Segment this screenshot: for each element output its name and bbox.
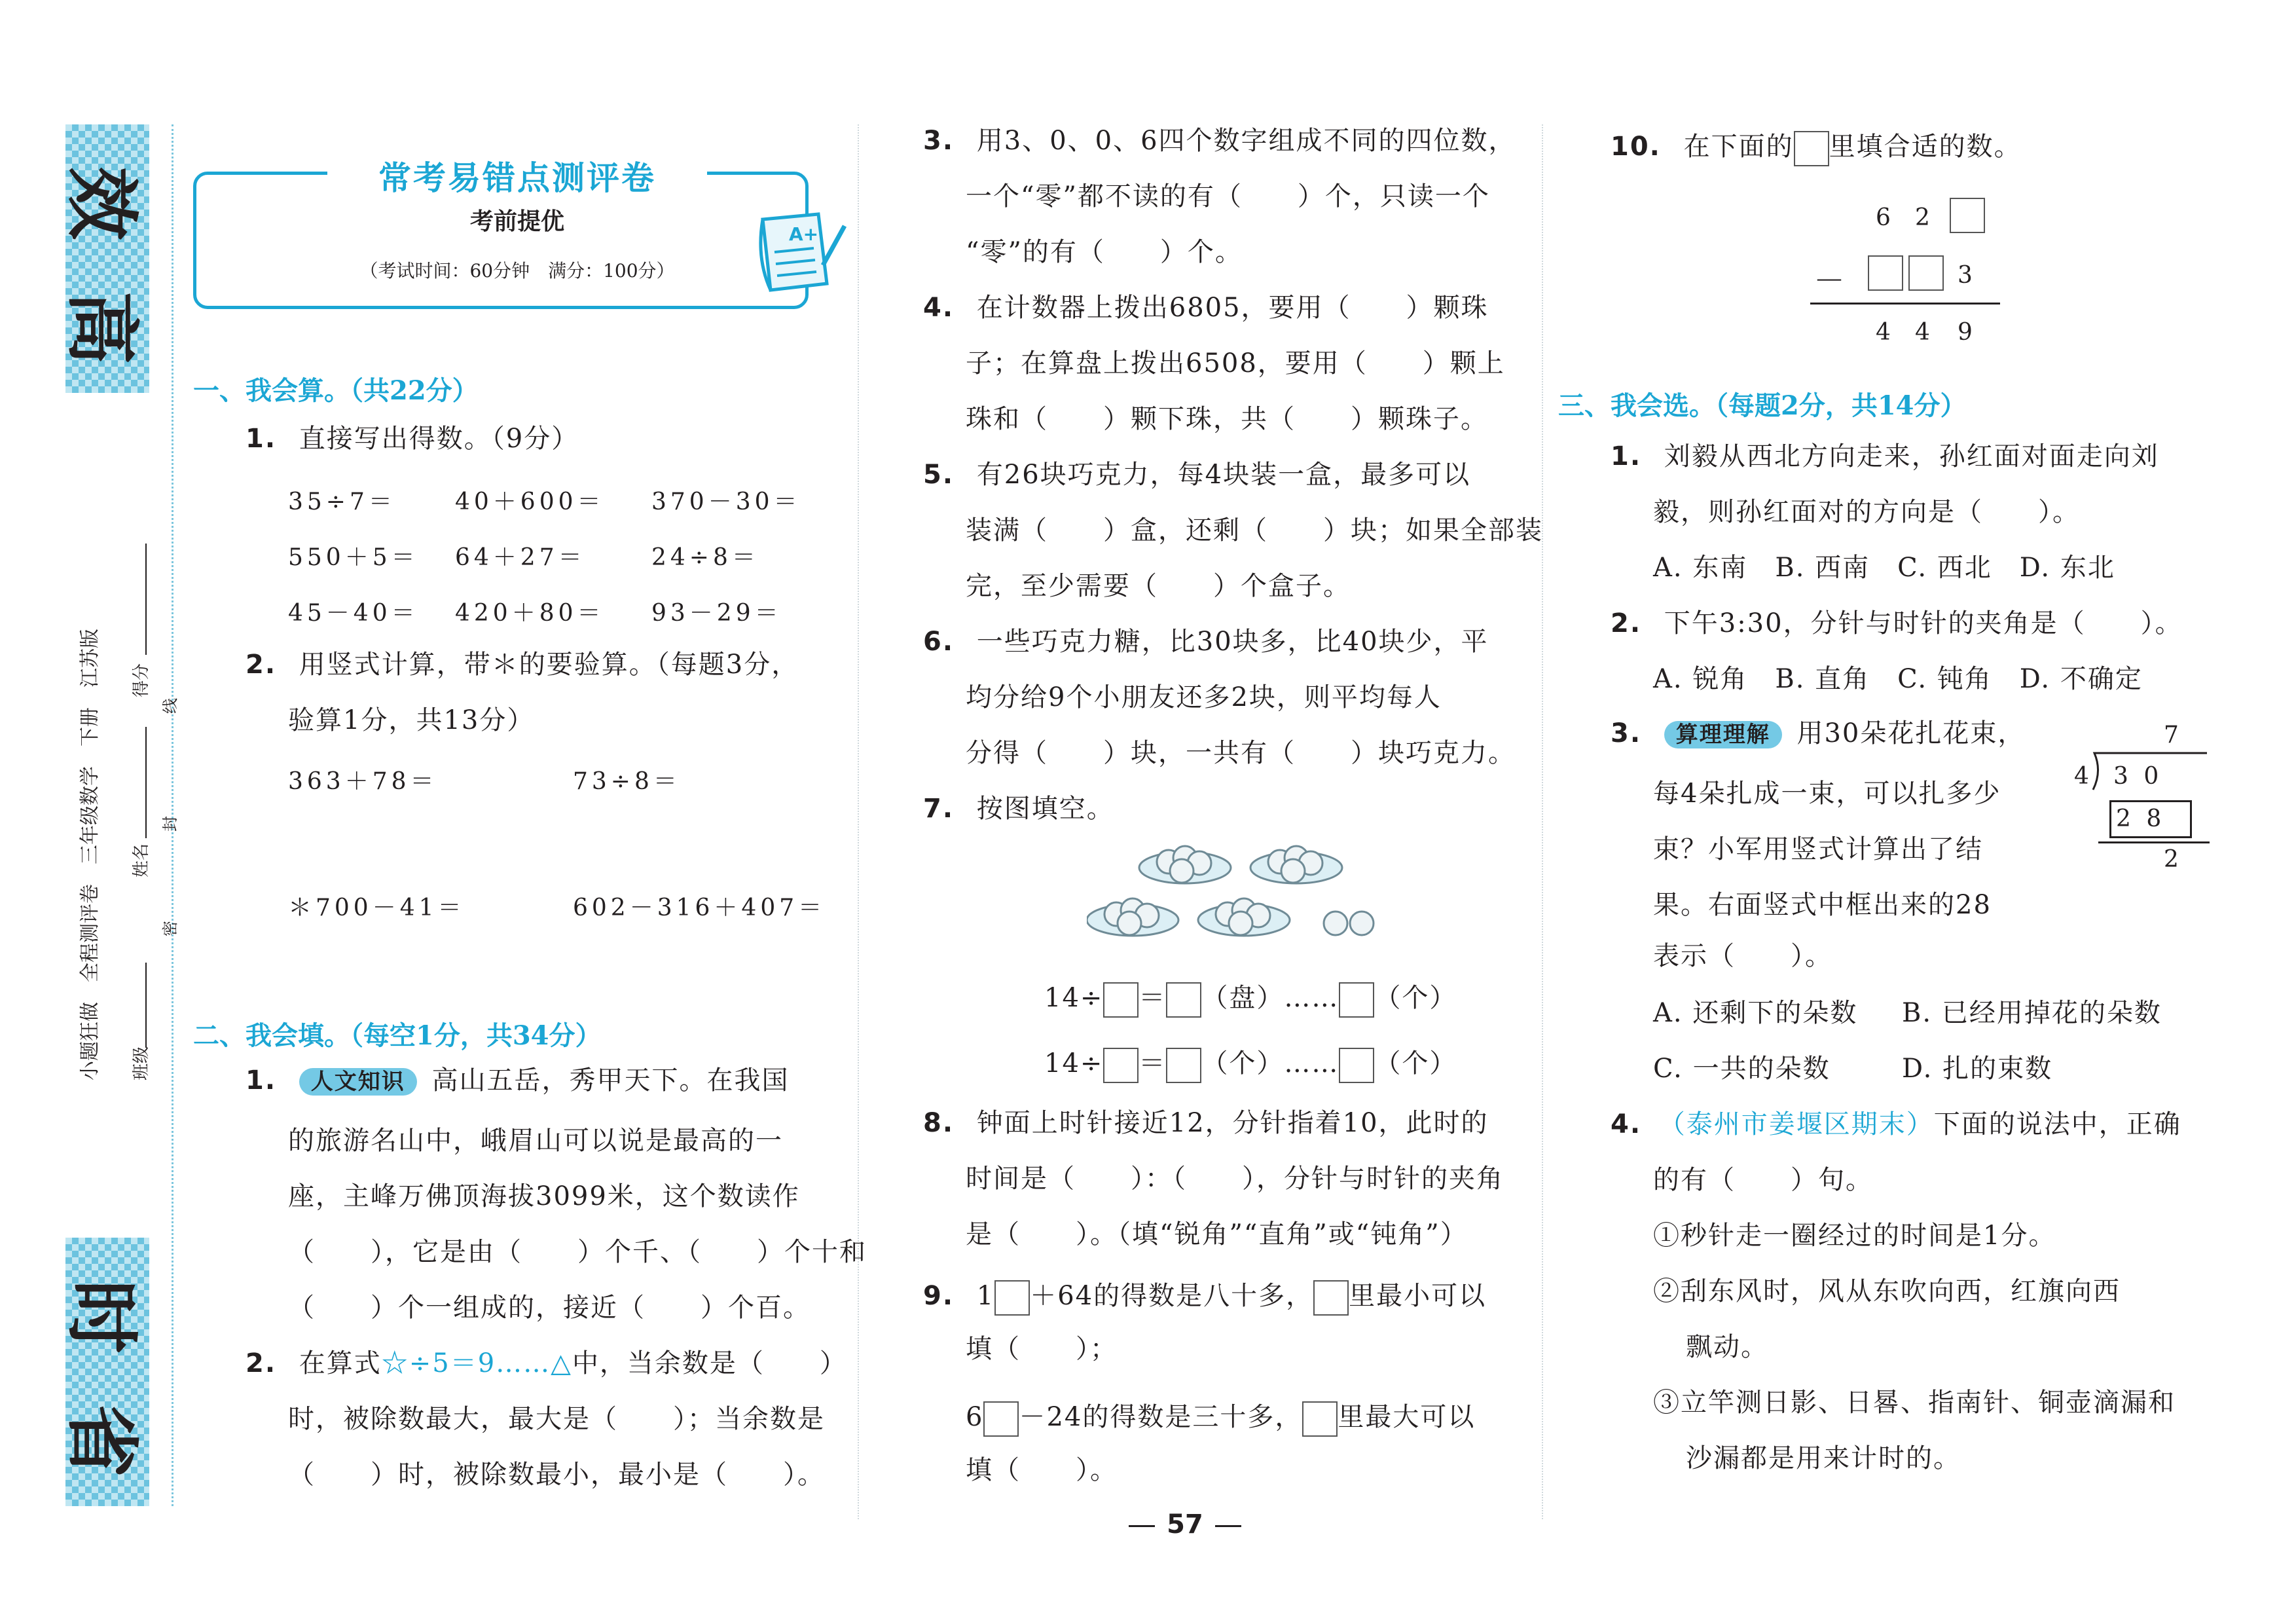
name-blank-line[interactable] bbox=[145, 727, 147, 838]
div-line bbox=[2098, 841, 2210, 843]
sub-row1-box[interactable] bbox=[1950, 198, 1985, 233]
class-label: 班级 bbox=[132, 1046, 151, 1080]
sub-row1-d1: 6 bbox=[1876, 204, 1895, 231]
div-quotient: 7 bbox=[2164, 722, 2183, 748]
s3-q3-line4: 果。右面竖式中框出来的28 bbox=[1653, 890, 1992, 920]
s2-q10-line bbox=[1611, 131, 2022, 166]
plate-2 bbox=[1250, 846, 1342, 883]
s3-q4-item1: ①秒针走一圈经过的时间是1分。 bbox=[1653, 1221, 2056, 1251]
s2-q6-text1: 一些巧克力糖，比30块多，比40块少，平 bbox=[976, 627, 1489, 657]
s2-q6-number: 6. bbox=[923, 627, 955, 657]
section2-title: 二、我会填。（每空1分，共34分） bbox=[193, 1020, 602, 1051]
s1-q2-item1: 363＋78＝ bbox=[288, 768, 438, 795]
s1-q1-r3c2: 420＋80＝ bbox=[455, 600, 605, 627]
s1-q2-line1 bbox=[246, 652, 799, 678]
s2-q1-tag: 人文知识 bbox=[299, 1068, 417, 1096]
s3-q3-opt-a[interactable]: A. 还剩下的朵数 bbox=[1653, 998, 1858, 1028]
apple-plates-illustration bbox=[1087, 838, 1401, 956]
loose-apples bbox=[1324, 912, 1374, 935]
s2-q2-post: 中，当余数是（ ） bbox=[572, 1348, 847, 1378]
s2-q9-a-box2[interactable] bbox=[1313, 1280, 1349, 1316]
sub-result-d1: 4 bbox=[1876, 319, 1895, 346]
s3-q4-item3b: 沙漏都是用来计时的。 bbox=[1686, 1443, 1961, 1473]
s1-q2-item3: ＊700－41＝ bbox=[288, 895, 465, 921]
s2-q1-line4: （ ），它是由（ ）个千、（ ）个十和 bbox=[288, 1237, 867, 1267]
s2-q7-eq2-box2[interactable] bbox=[1166, 1048, 1201, 1083]
s2-q9-a-box[interactable] bbox=[994, 1280, 1030, 1316]
s2-q6-line3: 分得（ ）块，一共有（ ）块巧克力。 bbox=[966, 738, 1516, 768]
s2-q2-line2: 时，被除数最大，最大是（ ）；当余数是 bbox=[288, 1404, 825, 1434]
s1-q2-text1: 用竖式计算，带＊的要验算。（每题3分， bbox=[299, 650, 799, 680]
plate-4 bbox=[1198, 898, 1290, 936]
s2-q1-number: 1. bbox=[246, 1065, 277, 1096]
strip-char-xiao: 效 bbox=[58, 166, 144, 240]
s2-q7-eq2-d: （个） bbox=[1374, 1048, 1457, 1079]
sub-row1-d2: 2 bbox=[1915, 204, 1934, 231]
s2-q9-b-mid: －24的得数是三十多， bbox=[1019, 1402, 1303, 1432]
series-text: 小题狂做 全程测评卷 三年级数学 下册 江苏版 bbox=[79, 629, 101, 1080]
div-product: 2 8 bbox=[2116, 805, 2166, 832]
s2-q7-eq2-box3[interactable] bbox=[1339, 1048, 1374, 1083]
s2-q10-pre: 在下面的 bbox=[1683, 132, 1794, 162]
seal-line bbox=[172, 124, 173, 1506]
s3-q2-options[interactable]: A. 锐角 B. 直角 C. 钝角 D. 不确定 bbox=[1653, 664, 2143, 694]
s2-q7-eq1-box1[interactable] bbox=[1103, 982, 1139, 1018]
s1-q1-r3c1: 45－40＝ bbox=[288, 600, 419, 627]
s2-q7-eq1-a: 14÷ bbox=[1044, 983, 1104, 1013]
s2-q4-number: 4. bbox=[923, 293, 955, 323]
s1-q2-number: 2. bbox=[246, 650, 277, 680]
s2-q8-line3: 是（ ）。（填“锐角”“直角”或“钝角”） bbox=[966, 1219, 1468, 1249]
s1-q2-item2: 73÷8＝ bbox=[573, 768, 681, 795]
s2-q9-number: 9. bbox=[923, 1281, 955, 1311]
s2-q7-eq1-box2[interactable] bbox=[1166, 982, 1201, 1018]
s2-q5-line2: 装满（ ）盒，还剩（ ）块；如果全部装 bbox=[966, 515, 1543, 545]
s2-q7-eq2 bbox=[1044, 1048, 1457, 1083]
s2-q7-text: 按图填空。 bbox=[976, 794, 1114, 824]
s2-q10-number: 10. bbox=[1611, 132, 1661, 162]
s3-q4-item3: ③立竿测日影、日晷、指南针、铜壶滴漏和 bbox=[1653, 1388, 2176, 1418]
s2-q2-line1 bbox=[246, 1350, 847, 1376]
s2-q2-number: 2. bbox=[246, 1348, 277, 1378]
s3-q1-options[interactable]: A. 东南 B. 西南 C. 西北 D. 东北 bbox=[1653, 553, 2115, 583]
s2-q9-line1 bbox=[923, 1280, 1486, 1316]
sub-result-d3: 9 bbox=[1958, 319, 1977, 346]
s1-q1-r2c2: 64＋27＝ bbox=[455, 544, 586, 571]
s1-q2-item4: 602－316＋407＝ bbox=[573, 895, 826, 921]
s2-q1-line2: 的旅游名山中，峨眉山可以说是最高的一 bbox=[288, 1126, 783, 1156]
s2-q7-eq1-c: （盘）…… bbox=[1201, 983, 1339, 1013]
plate-1 bbox=[1139, 846, 1231, 883]
s3-q1-number: 1. bbox=[1611, 441, 1642, 471]
s2-q9-line2: 填（ ）； bbox=[966, 1334, 1118, 1364]
s2-q7-eq2-a: 14÷ bbox=[1044, 1048, 1104, 1079]
s3-q4-text1: 下面的说法中，正确 bbox=[1933, 1109, 2181, 1139]
s2-q7-eq1-d: （个） bbox=[1374, 983, 1457, 1013]
div-remainder: 2 bbox=[2164, 846, 2183, 873]
s1-q1-r1c1: 35÷7＝ bbox=[288, 489, 396, 515]
s3-q3-number: 3. bbox=[1611, 718, 1642, 748]
s1-q1-r1c3: 370－30＝ bbox=[651, 489, 801, 515]
s3-q3-line3: 束？小军用竖式计算出了结 bbox=[1653, 834, 1983, 864]
page-dash-right bbox=[1215, 1525, 1241, 1527]
cut-char-mi: 密 bbox=[161, 921, 179, 936]
sub-row2-box1[interactable] bbox=[1868, 255, 1903, 291]
s2-q9-b-pre: 6 bbox=[966, 1402, 984, 1432]
s2-q9-a-mid: ＋64的得数是八十多， bbox=[1030, 1281, 1314, 1311]
s3-q3-opt-c[interactable]: C. 一共的朵数 bbox=[1653, 1054, 1831, 1084]
s1-q1-r2c1: 550＋5＝ bbox=[288, 544, 419, 571]
div-dividend: 3 0 bbox=[2113, 763, 2163, 790]
name-label: 姓名 bbox=[132, 843, 151, 877]
s1-q1 bbox=[246, 426, 579, 452]
s2-q6-line2: 均分给9个小朋友还多2块，则平均每人 bbox=[966, 682, 1442, 712]
s3-q2-line1 bbox=[1611, 610, 2183, 637]
column-divider-2 bbox=[1542, 124, 1543, 1519]
s1-q2-line2: 验算1分，共13分） bbox=[288, 705, 535, 735]
s2-q9-line4: 填（ ）。 bbox=[966, 1455, 1118, 1485]
s2-q9-a-post: 里最小可以 bbox=[1349, 1281, 1487, 1311]
sub-result-d2: 4 bbox=[1915, 319, 1934, 346]
s2-q3-text1: 用3、0、0、6四个数字组成不同的四位数， bbox=[976, 126, 1516, 156]
section1-title: 一、我会算。（共22分） bbox=[193, 375, 479, 406]
s3-q3-line2: 每4朵扎成一束，可以扎多少 bbox=[1653, 779, 2001, 809]
s2-q3-line2: 一个“零”都不读的有（ ）个，只读一个 bbox=[966, 181, 1490, 212]
s2-q7-eq2-b: ＝ bbox=[1139, 1048, 1167, 1079]
s2-q1-text1: 高山五岳，秀甲天下。在我国 bbox=[431, 1065, 790, 1096]
s2-q8-line1 bbox=[923, 1110, 1489, 1136]
s3-q3-line1 bbox=[1611, 720, 2025, 748]
s3-q2-text: 下午3:30，分针与时针的夹角是（ ）。 bbox=[1664, 608, 2183, 638]
s2-q5-text1: 有26块巧克力，每4块装一盒，最多可以 bbox=[976, 460, 1471, 490]
s3-q3-opt-d[interactable]: D. 扎的束数 bbox=[1902, 1054, 2053, 1084]
s1-q1-r1c2: 40＋600＝ bbox=[455, 489, 605, 515]
s2-q8-text1: 钟面上时针接近12，分针指着10，此时的 bbox=[976, 1108, 1489, 1138]
s2-q4-line2: 子；在算盘上拨出6508，要用（ ）颗上 bbox=[966, 348, 1505, 378]
sub-row2-box2[interactable] bbox=[1908, 255, 1944, 291]
s2-q3-line3: “零”的有（ ）个。 bbox=[966, 237, 1243, 267]
score-blank-line[interactable] bbox=[145, 544, 147, 655]
s2-q7-eq1 bbox=[1044, 982, 1457, 1018]
strip-char-sheng: 省 bbox=[58, 1404, 144, 1478]
s2-q2-shapes: ☆÷5＝9……△ bbox=[381, 1348, 572, 1378]
s3-q3-tag: 算理理解 bbox=[1664, 721, 1782, 748]
plate-3 bbox=[1087, 898, 1178, 936]
s2-q4-line3: 珠和（ ）颗下珠，共（ ）颗珠子。 bbox=[966, 404, 1488, 434]
s2-q7-eq1-box3[interactable] bbox=[1339, 982, 1374, 1018]
s2-q7-line1 bbox=[923, 796, 1114, 822]
s2-q8-number: 8. bbox=[923, 1108, 955, 1138]
s2-q8-line2: 时间是（ ）：（ ），分针与时针的夹角 bbox=[966, 1164, 1504, 1194]
cut-char-xian: 线 bbox=[161, 698, 179, 714]
s1-q1-text: 直接写出得数。（9分） bbox=[299, 424, 579, 454]
column-divider-1 bbox=[858, 124, 859, 1519]
s3-q1-text1: 刘毅从西北方向走来，孙红面对面走向刘 bbox=[1664, 441, 2159, 471]
s2-q9-b-box2[interactable] bbox=[1302, 1401, 1338, 1437]
s2-q3-line1 bbox=[923, 128, 1516, 154]
s2-q7-eq2-box1[interactable] bbox=[1103, 1048, 1139, 1083]
s3-q1-line1 bbox=[1611, 443, 2159, 470]
s2-q9-line3 bbox=[966, 1401, 1475, 1437]
s3-q3-opt-b[interactable]: B. 已经用掉花的朵数 bbox=[1902, 998, 2162, 1028]
s3-q4-line1 bbox=[1611, 1111, 2181, 1137]
sub-minus: － bbox=[1813, 263, 1850, 299]
sub-line bbox=[1810, 303, 2000, 304]
s2-q7-number: 7. bbox=[923, 794, 955, 824]
s2-q7-eq1-b: ＝ bbox=[1139, 983, 1167, 1013]
test-paper-icon bbox=[750, 206, 848, 304]
s2-q1-line1 bbox=[246, 1067, 789, 1096]
s1-q1-r2c3: 24÷8＝ bbox=[651, 544, 759, 571]
s1-q1-r3c3: 93－29＝ bbox=[651, 600, 782, 627]
s2-q5-line1 bbox=[923, 462, 1470, 488]
strip-char-gao: 高 bbox=[58, 291, 144, 365]
s3-q4-item2: ②刮东风时，风从东吹向西，红旗向西 bbox=[1653, 1276, 2121, 1306]
strip-char-shi: 时 bbox=[58, 1280, 144, 1354]
s2-q10-inline-box bbox=[1794, 131, 1829, 166]
s2-q6-line1 bbox=[923, 629, 1489, 655]
s2-q2-line3: （ ）时，被除数最小，最小是（ ）。 bbox=[288, 1460, 825, 1490]
class-blank-line[interactable] bbox=[145, 963, 147, 1048]
cut-char-feng: 封 bbox=[161, 816, 179, 832]
s2-q1-line3: 座，主峰万佛顶海拔3099米，这个数读作 bbox=[288, 1181, 800, 1211]
score-label: 得分 bbox=[132, 663, 151, 697]
s2-q5-line3: 完，至少需要（ ）个盒子。 bbox=[966, 571, 1351, 601]
s2-q9-b-box[interactable] bbox=[983, 1401, 1019, 1437]
s2-q2-pre: 在算式 bbox=[299, 1348, 382, 1378]
s3-q1-line2: 毅，则孙红面对的方向是（ ）。 bbox=[1653, 497, 2080, 527]
page-number: 57 bbox=[1167, 1509, 1203, 1540]
s3-q3-text1: 用30朵花扎花束， bbox=[1796, 718, 2026, 748]
s3-q4-number: 4. bbox=[1611, 1109, 1642, 1139]
s3-q3-line5: 表示（ ）。 bbox=[1653, 941, 1832, 971]
header-subtitle: 考前提优 bbox=[469, 208, 564, 235]
s2-q5-number: 5. bbox=[923, 460, 955, 490]
header-exam-info: （考试时间：60分钟 满分：100分） bbox=[359, 260, 675, 282]
section3-title: 三、我会选。（每题2分，共14分） bbox=[1558, 390, 1967, 421]
s2-q9-a-pre: 1 bbox=[976, 1281, 995, 1311]
s2-q7-eq2-c: （个）…… bbox=[1201, 1048, 1339, 1079]
s3-q4-item2b: 飘动。 bbox=[1686, 1332, 1768, 1362]
s3-q4-source: （泰州市姜堰区期末） bbox=[1658, 1109, 1934, 1139]
header-title: 常考易错点测评卷 bbox=[327, 152, 707, 199]
s3-q2-number: 2. bbox=[1611, 608, 1642, 638]
s1-q1-number: 1. bbox=[246, 424, 277, 454]
page-dash-left bbox=[1129, 1525, 1155, 1527]
sub-row2-d3: 3 bbox=[1958, 262, 1977, 289]
s3-q4-line2: 的有（ ）句。 bbox=[1653, 1165, 1873, 1195]
div-divisor: 4 bbox=[2074, 763, 2093, 790]
s2-q4-line1 bbox=[923, 295, 1489, 321]
s2-q9-b-post: 里最大可以 bbox=[1338, 1402, 1476, 1432]
s2-q10-post: 里填合适的数。 bbox=[1829, 132, 2022, 162]
s2-q4-text1: 在计数器上拨出6805，要用（ ）颗珠 bbox=[976, 293, 1489, 323]
page-number-row bbox=[1113, 1509, 1257, 1540]
s2-q3-number: 3. bbox=[923, 126, 955, 156]
s2-q1-line5: （ ）个一组成的，接近（ ）个百。 bbox=[288, 1293, 811, 1323]
svg-text:A+: A+ bbox=[789, 223, 819, 245]
